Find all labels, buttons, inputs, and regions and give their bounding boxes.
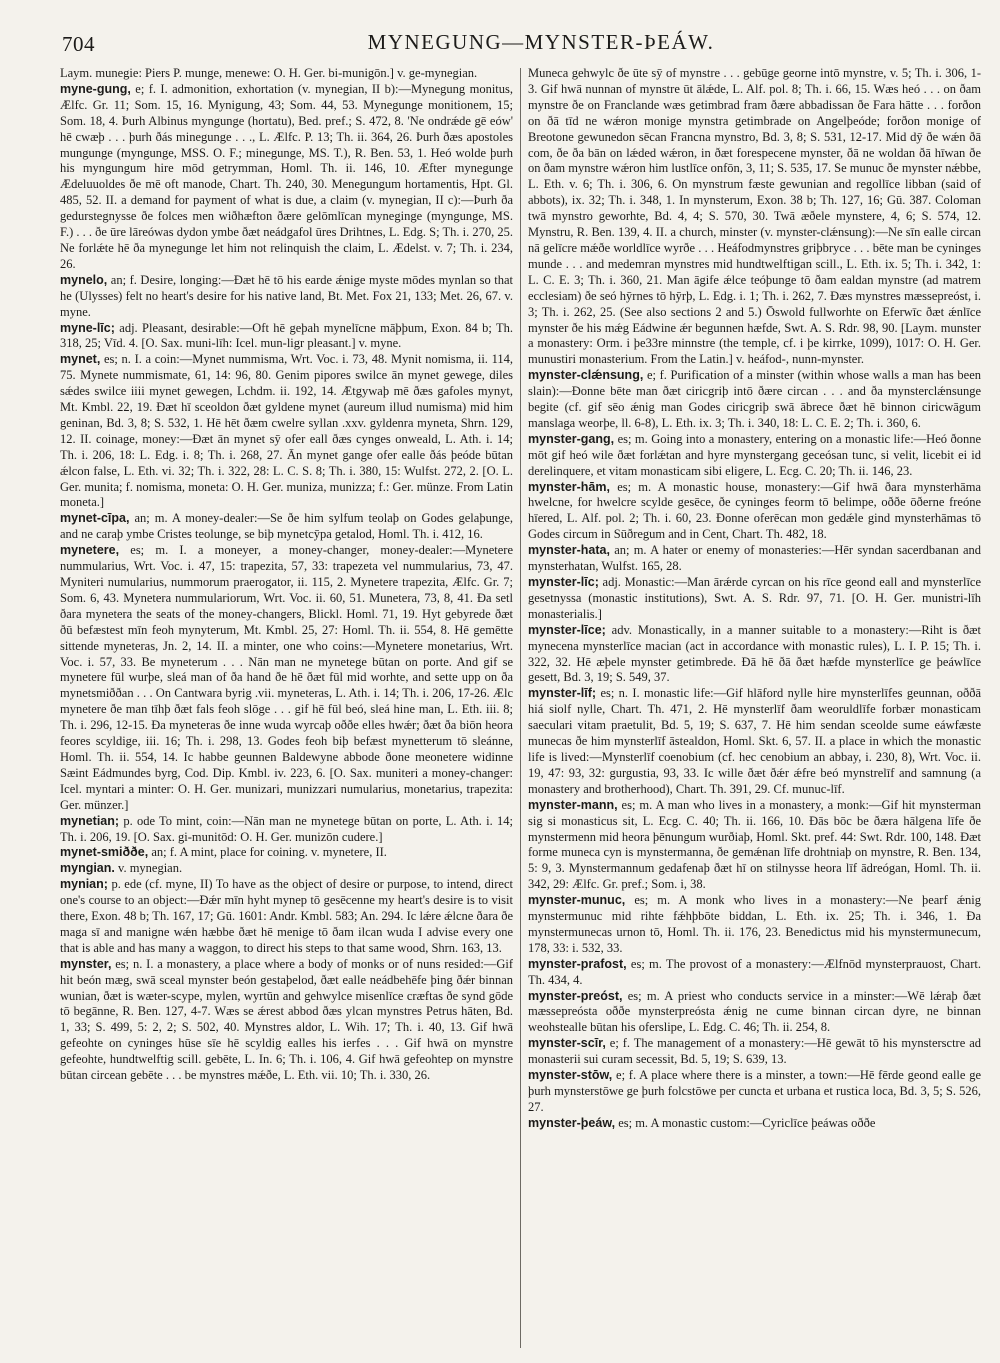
entry-text: es; m. A monk who lives in a monastery:—Ne þearf ǽnig mynstermunuc mid rihte fǽhþbōte biddan, L. Eth. ix. 25; Th. i. 346, 1. Ða mynstermunecas urnon tō, Homl. Th. ii. 176, 23. Benedictus mid his mynstermunecum, 178, 33: i. 532, 33. [528, 893, 981, 955]
entry-headword: mynster-prafost, [528, 956, 627, 971]
entry-headword: mynster-līc; [528, 575, 599, 589]
dictionary-entry [528, 432, 981, 480]
entry-headword: mynster-scīr, [528, 1036, 606, 1051]
entry-headword: mynster-preóst, [528, 988, 623, 1003]
entry-text: Laym. munegie: Piers P. munge, menewe: O. H. Ger. bi-munigōn.] v. ge-mynegian. [60, 66, 478, 80]
entry-headword: mynster, [60, 956, 112, 971]
entry-text: adj. Pleasant, desirable:—Oft hē geþah mynelīcne māþþum, Exon. 84 b; Th. 318, 25; Vīd. 4. [O. Sax. muni-līh: Icel. mun-ligr pleasant.] v. myne. [60, 320, 513, 351]
entry-text: es; n. I. a monastery, a place where a body of monks or of nuns resided:—Gif hit beón mæg, swā sceal mynster beón gestaþelod, ðæt ealle neádbehēfe þing ðǽr binnan wunian, ðæt is wæter-scype, mylen, wyrtūn and gehwylce misenlīce cræftas ðe synd gōde tō begānne, R. Ben. 127, 4-7. Wæs se ǽrest abbod ðæs ylcan mynstres Petrus hāten, Bd. 1, 33; S. 499, 5: 2, 2; S. 502, 40. Mynstres aldor, L. Wih. 17; Th. i. 40, 13. Gif hwā gefeohte on cyninges hūse sīe hē scyldig ealles his ierfes . . . Gif hwā on mynstre gefeohte, hundtwelftig scill. gebēte, L. In. 6; Th. i. 106, 4. Gif hwā gefeohtep on mynstre būtan circean gebēte . . . be mynstres mǽðe, L. Eth. vii. 10; Th. i. 330, 26. [60, 956, 513, 1083]
dictionary-entry [528, 575, 981, 623]
running-head: MYNEGUNG—MYNSTER-ÞEÁW. [367, 30, 715, 54]
entry-headword: mynelo, [60, 272, 108, 287]
dictionary-entry [60, 352, 513, 511]
entry-text: es; m. The provost of a monastery:—Ælfnōd mynsterprauost, Chart. Th. 434, 4. [528, 956, 981, 987]
entry-text: an; f. Desire, longing:—Ðæt hē tō his earde ǽnige myste mōdes mynlan so that he (Ulysses) felt no heart's desire for his native land, Bt. Met. Fox 21, 133; Met. 26, 67. v. myne. [60, 272, 513, 319]
dictionary-entry [60, 511, 513, 543]
dictionary-entry [60, 877, 513, 957]
entry-headword: myne-gung, [60, 81, 131, 96]
entry-text: e; f. Purification of a minster (within whose walls a man has been slain):—Ðonne bēte man ðæt ciricgriþ intō ðære circan . . . and ða mynsterclǽnsunge begite (cf. gif sēo ǽnig man Godes ciricgriþ swā ābrece ðæt hē binnon ciricwāgum manslaga weorþe, ll. 6-8), L. Eth. ix. 3; Th. i. 340, 18: L. C. E. 2; Th. i. 360, 6. [528, 368, 981, 430]
entry-headword: mynet-cīpa, [60, 511, 130, 526]
entry-text: e; f. The management of a monastery:—Hē gewāt tō his mynstersctre ad monasterii sui curam secessit, Bd. 5, 19; S. 639, 13. [528, 1036, 981, 1067]
entry-headword: mynetian; [60, 813, 120, 828]
entry-text: Muneca gehwylc ðe ūte sȳ of mynstre . . . gebūge georne intō mynstre, v. 5; Th. i. 306, 1-3. Gif hwā nunnan of mynstre ūt ālǽde, L. Alf. pol. 8; Th. i. 66, 15. Wæs heó . . . on ðam mynstre ðe on Franclande wæs getimbrad fram ðære abbadissan ðe Fara hātte . . . forðon on ðā tīd ne wǽron monige mynstra getimbrade on Angelþeóde; forðon monige of Breotone gewunedon sēcan Francna mynstro, Bd. 3, 8; S. 531, 12-17. Mid dȳ ðe wǽn ðā com, ðe ða bān on lǽded wǽron, in ðæt forespecene mynster, ðā ne woldan ðā hīwan ðe on ðam mynstre wǽron him lustlīce onfōn, 3, 11; S. 535, 17. Se munuc ðe mynster nǽbbe, L. Eth. v. 6; Th. i. 306, 6. On mynstrum fæste gewunian and regollīce libban (said of abbots), ix. 32; Th. i. 348, 1. In mynsterum, Exon. 38 b; Th. 127, 16; Gū. 387. Coloman twā mynstro geworhte, Bd. 4, 4; S. 570, 30. Twā æðele mynstere, 4, 6; S. 574, 12. Mynstru, R. Ben. 139, 4. II. a church, minster (v. mynster-clǽnsung):—Ne sīn ealle circan nā gelīcre mǽðe worldlīce wyrðe . . . Heáfodmynstres griþbryce . . . bēte man be cyninges munde . . . and medemran mynstres mid hundtwelftigan scill., L. Eth. ix. 5; Th. i. 342, 1: L. C. E. 3; Th. i. 360, 21. Man āgife ǽlce teóþunge tō ðam ealdan mynstre (ad matrem ecclesiam) ðe seó hȳrnes tō hȳrþ, L. Edg. i. 1; Th. i. 262, 7. Ðæs mynstres mæssepreóst, i. 3; Th. i. 262, 25. (See also sections 2 and 5.) Ōswold fullworhte on Eferwīc ðæt ǽnlīce mynster ðe his mǽg Eádwine ǽr begunnen hæfde, Swt. A. S. Rdr. 98, 90. [Laym. munster a monastery: Orm. i þe33re minnstre (the temple, cf. i þe kirrke, 1099), 1017: O. H. Ger. munustiri monasterium. From the Latin.] v. heáfod-, nunn-mynster. [528, 66, 981, 367]
entry-text: e; f. I. admonition, exhortation (v. mynegian, II b):—Mynegung monitus, Ælfc. Gr. 11; Som. 15, 16. Mynigung, 43; Som. 44, 53. Mynegunge monitionem, 15; Som. 18, 4. Þurh Albinus myngunge (hortatu), Bed. pref.; S. 472, 8. 'Ne ondrǽde gē eów' hē cwæþ . . . þurh ðás minegunge . . ., L. Ælfc. P. 13; Th. ii. 364, 26. Þurh ðæs apostoles mungunge (myngunge, MSS. O. F.; minegunge, MS. T.), R. Ben. 53, 1. Heó wolde þurh his myngungum hire mōd getrymman, Homl. Th. ii. 146, 10. Æfter mynegunge Ædeluuoldes ðe mē oft manode, Chart. Th. 240, 30. Menegungum hortamentis, Hpt. Gl. 485, 52. II. a demand for payment of what is due, a claim (v. mynegian, II c):—Þurh ða gedurstegnysse ðe folces men wiðhæfton ðære gelōmlīcan myneginge (myngunge, MS. F.) . . . ðe ūre lāreówas dydon ymbe ðæt neádgafol ūres Drihtnes, L. Edg. S; Th. i. 270, 25. Ne forlǽte hē ða mynegunge let him not relinquish the claim, L. Ædelst. v. 7; Th. i. 234, 26. [60, 81, 513, 271]
entry-headword: mynster-þeáw, [528, 1115, 616, 1130]
dictionary-entry [528, 368, 981, 432]
page-header [62, 30, 960, 60]
entry-text: es; m. A monastic custom:—Cyriclīce þeáwas oððe [618, 1115, 876, 1130]
entry-text: v. mynegian. [118, 861, 183, 876]
entry-text: p. ede (cf. myne, II) To have as the object of desire or purpose, to intend, direct one's course to an object:—Ðǽr mīn hyht mynep tō gesēcenne my heart's desire is to visit there, Exon. 48 b; Th. 167, 17; Gū. 1601: Andr. Kmbl. 583; An. 294. Ic lǽre ǽlcne ðara ðe maga sī and manigne wǽn hæbbe ðæt hē menige tō ðam ilcan wuda I advise every one that is able and has many a waggon, to direct his steps to that same wood, Shrn. 163, 13. [60, 877, 513, 955]
entry-text: adv. Monastically, in a manner suitable to a monastery:—Riht is ðæt mynecena mynsterlīce macian (act in accordance with monastic rules), L. I. P. 15; Th. i. 322, 32. Hē æþele mynster getimbrede. Ðā hē ðā ðæt hæfde mynsterlīce ge þeáwlīce gesett, Bd. 3, 19; S. 549, 37. [528, 622, 981, 685]
entry-headword: mynster-līf; [528, 686, 597, 701]
dictionary-entry [528, 1036, 981, 1068]
entry-headword: myne-līc; [60, 320, 115, 335]
dictionary-entry [528, 543, 981, 575]
entry-headword: mynster-hata, [528, 543, 610, 558]
entry-headword: mynet, [60, 352, 101, 367]
entry-text: es; m. A man who lives in a monastery, a monk:—Gif hit mynsterman sig si monasticus sit, L. Ecg. C. 40; Th. ii. 166, 10. Ðās bōc be ðæra hālgena līfe ðe mynstermenn mid heora þēnungum wurðiaþ, Homl. Skt. pref. 44: Swt. Rdr. 100, 148. Ðæt forme muneca cyn is mynstermanna, ðe gemǽnan līfe drohtniaþ on mynstre, R. Ben. 134, 5: 9, 3. Mynstermannum gedafenaþ ðæt hī on stilnysse heora līf ādreógan, Homl. Th. ii. 342, 29: Ælfc. Gr. pref.; Som. i, 38. [528, 797, 981, 892]
dictionary-entry [528, 957, 981, 989]
dictionary-entry [528, 1116, 981, 1132]
entry-text: an; f. A mint, place for coining. v. mynetere, II. [151, 845, 387, 860]
entry-headword: mynster-mann, [528, 797, 618, 812]
dictionary-entry [60, 845, 513, 861]
entry-headword: mynster-hām, [528, 479, 610, 494]
dictionary-entry [60, 861, 513, 877]
entry-text: adj. Monastic:—Man ārǽrde cyrcan on his rīce geond eall and mynsterlīce gesetnyssa (monastic institutions), Swt. A. S. Rdr. 97, 71. [O. H. Ger. munistri-līh monasterialis.] [528, 575, 981, 621]
page-number: 704 [62, 32, 95, 56]
dictionary-entry [528, 480, 981, 544]
entry-headword: mynster-clǽnsung, [528, 368, 644, 383]
dictionary-entry [528, 66, 981, 368]
entry-headword: mynian; [60, 877, 108, 892]
entry-text: es; m. A monastic house, monastery:—Gif hwā ðara mynsterhāma hwelcne, for hwelcre scylde gesēce, ðe cyninges feorm tō belimpe, oððe ōðerne freóne hīered, L. Alf. pol. 2; Th. i. 60, 23. Ðonne oferēcan mon gedǽle gind mynsterhāmas tō Godes circum in Sūðregum and in Cent, Chart. Th. 482, 18. [528, 479, 981, 542]
dictionary-entry [528, 623, 981, 687]
dictionary-entry [528, 989, 981, 1037]
entry-text: es; m. I. a moneyer, a money-changer, money-dealer:—Mynetere nummularius, Wrt. Voc. i. 47, 15: trapezita, 57, 33: trapezeta vel nummularius, 73, 47. Myniteri numularius, nummorum praerogator, ii. 115, 2. Mynetere trapezita, Ælfc. Gr. 7; Som. 6, 43. Mynetera nummulariorum, Wrt. Voc. ii. 60, 51. Munetera, 73, 8, 41. Ða setl ðara mynetera the seats of the money-changers, Blickl. Homl. 71, 19. Hyt gebyrede ðæt ðū befæstest mīn feoh mynyterum, Mt. Kmbl. 25, 27: Homl. Th. ii. 554, 8. Hē gemētte sittende myneteras, Jn. 2, 14. II. a minter, one who coins:—Mynetere monetarius, Wrt. Voc. i. 57, 33. Be myneterum . . . Nān man ne mynetege būtan on porte. And gif se mynetere fūl wurþe, sleá man of ða hand ðe hē ðæt fūl mid worhte, and sette upp on ða mynetsmiððan . . . On Cantwara byrig .vii. myneteras, L. Ath. i. 14; Th. i. 206, 17-26. Ælc mynetere ðe man tīhþ ðæt fals feoh slōge . . . gif hē fūl beó, sleá hine man, L. Eth. iii. 8; Th. i. 296, 12-15. Ða myneteras ðe inne wuda wyrcaþ oððe elles hwǽr; ðæt ða biōn heora feores scyldige, iii. 16; Th. i. 298, 13. Godes feoh biþ befæst mynetterum tō sleánne, Homl. Th. ii. 554, 14. Ic habbe geunnen Baldewyne abbode ðone meonetere widinne Sæint Eádmundes byrg, Cod. Dip. Kmbl. iv. 223, 6. [O. Sax. muniteri a money-changer: Icel. myntari a minter: O. H. Ger. munizari, munizzari numularius, monetarius, trapezita: Ger. münzer.] [60, 543, 513, 812]
dictionary-entry [528, 798, 981, 893]
entry-text: p. ode To mint, coin:—Nān man ne mynetege būtan on porte, L. Ath. i. 14; Th. i. 206, 19. [O. Sax. gi-munitōd: O. H. Ger. munizōn cudere.] [60, 813, 513, 844]
entry-headword: mynster-stōw, [528, 1068, 613, 1083]
dictionary-entry [60, 543, 513, 813]
entry-text: es; n. I. a coin:—Mynet nummisma, Wrt. Voc. i. 73, 48. Mynit nomisma, ii. 114, 75. Mynete nummismate, 61, 14: 96, 80. Genim pipores swilce ān mynet gewege, diles sǽdes swilce iiii mynet gewegen, Lchdm. ii. 192, 14. Ætgywaþ mē ðæs gafoles mynyt, Mt. Kmbl. 22, 19. Ðæt hī sceoldon ðæt gyldene mynet (aureum illud numisma) mid him geninan, Bd. 3, 8; S. 532, 1. Hē hēt ðæm cwelre syllan .xxv. gyldenra myneta, Shrn. 129, 12. II. coinage, money:—Ðæt ān mynet sȳ ofer eall ðæs cynges onweald, L. Ath. i. 14; Th. i. 206, 18: L. Edg. i. 8; Th. i. 268, 27. Ān mynet gange ofer ealle ðás þeóde būtan ǽlcon false, L. Eth. vi. 32; Th. i. 322, 28: L. C. S. 8; Th. i. 380, 15: Wulfst. 272, 2. [O. L. Ger. munita; f. nomisma, moneta: O. H. Ger. muniza, munizza; f.: Ger. münze. From Latin moneta.] [60, 352, 513, 510]
entry-text: es; n. I. monastic life:—Gif hlāford nylle hire mynsterlīfes geunnan, oððā hiá siolf nylle, Chart. Th. 471, 2. Hē mynsterlīf ðam weoruldlīfe forbær monasticam saeculari vitam praetulit, Bd. 5, 19; S. 637, 7. Hē him sendan sceolde sume eáwfæste munecas ðe him mynsterlīf āstealdon, Homl. Skt. 6, 57. II. a place in which the monastic life is lived:—Mynsterlīf coenobium (cf. hec cenobium an abbay, i. 230, 8), Wrt. Voc. ii. 19, 47: 93, 32: gurgustia, 93, 33. Ic wille ðæt ðǽr ǽfre beó mynstrelīf and samnung (a monastery and brotherhood), Chart. Th. 391, 29. Cf. munuc-līf. [528, 686, 981, 796]
dictionary-entry [60, 321, 513, 353]
dictionary-entry [528, 686, 981, 797]
dictionary-entry [60, 66, 513, 82]
entry-headword: mynster-gang, [528, 431, 615, 446]
entry-headword: mynet-smiððe, [60, 845, 149, 860]
entry-text: es; m. A priest who conducts service in a minster:—Wē lǽraþ ðæt mæssepreósta oððe mynsterpreósta ǽnig ne cume binnan circan dyre, ne binnan weohstealle būtan his oferslipe, L. Edg. C. 46; Th. ii. 254, 8. [528, 988, 981, 1035]
entry-headword: mynster-munuc, [528, 893, 626, 908]
entry-headword: mynster-līce; [528, 622, 606, 637]
entry-headword: mynetere, [60, 543, 120, 558]
entry-text: an; m. A hater or enemy of monasteries:—Hēr syndan sacerdbanan and mynsterhatan, Wulfst. 165, 28. [528, 543, 981, 574]
entry-headword: myngian. [60, 861, 115, 876]
entry-text: an; m. A money-dealer:—Se ðe him sylfum teolaþ on Godes gelaþunge, and ne caraþ ymbe Cristes teolunge, se biþ mynetcȳpa getalod, Homl. Th. i. 412, 16. [60, 511, 513, 542]
dictionary-entry [60, 957, 513, 1084]
column-divider [520, 68, 521, 1348]
entry-text: es; m. Going into a monastery, entering on a monastic life:—Heó ðonne mōt gif heó wile ðæt forlǽtan and hyre mynstergang geceósan tunc, si velit, licebit ei id derelinquere, et vitam monasticam sibi eligere, L. Ecg. C. 20; Th. ii. 146, 23. [528, 431, 981, 478]
right-column [528, 66, 981, 1356]
dictionary-entry [528, 1068, 981, 1116]
dictionary-entry [60, 273, 513, 321]
entry-text: e; f. A place where there is a minster, a town:—Hē fērde geond ealle ge þurh mynsterstōwe ge þurh folcstōwe per cuncta et urbana et rustica loca, Bd. 3, 5; S. 526, 27. [528, 1068, 981, 1114]
dictionary-entry [60, 82, 513, 273]
dictionary-entry [528, 893, 981, 957]
dictionary-entry [60, 814, 513, 846]
left-column [60, 66, 513, 1356]
